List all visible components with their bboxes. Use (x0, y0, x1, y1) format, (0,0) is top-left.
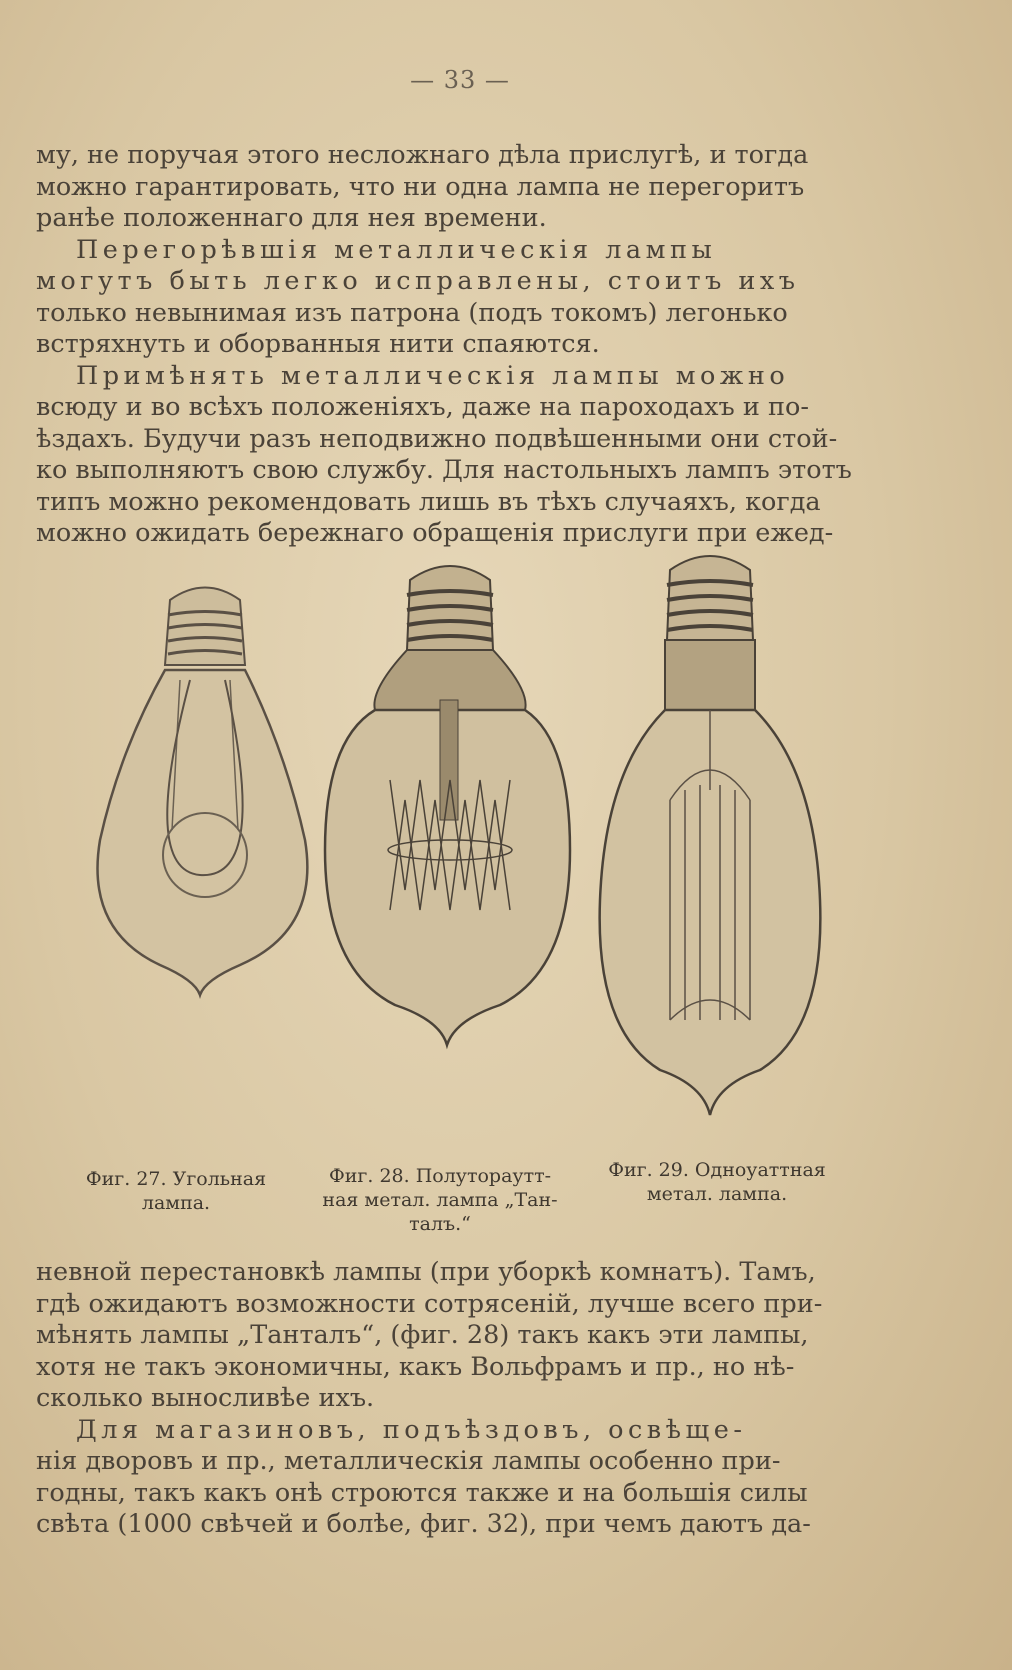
text-line: ко выполняютъ свою службу. Для настольныхъ лампъ этотъ (36, 455, 852, 485)
caption-line: метал. лампа. (646, 1183, 788, 1205)
caption-line: ная метал. лампа „Тан- (322, 1189, 558, 1211)
text-line-emphasis: могутъ быть легко исправлены, стоитъ ихъ (36, 266, 800, 296)
figure-27-caption (56, 1167, 296, 1215)
lamp-figures (60, 550, 860, 1150)
text-line: му, не поручая этого несложнаго дѣла прислугѣ, и тогда (36, 140, 809, 170)
text-line-emphasis: Перегорѣвшія металлическія лампы (76, 234, 717, 265)
text-line: можно гарантировать, что ни одна лампа не перегоритъ (36, 171, 805, 202)
text-line: ѣздахъ. Будучи разъ неподвижно подвѣшенными они стой- (36, 423, 838, 454)
text-line-emphasis: Примѣнять металлическія лампы можно (76, 360, 790, 391)
text-line-emphasis: Для магазиновъ, подъѣздовъ, освѣще- (76, 1414, 747, 1445)
text-line: мѣнять лампы „Танталъ“, (фиг. 28) такъ какъ эти лампы, (36, 1320, 809, 1350)
text-line: невной перестановкѣ лампы (при уборкѣ комнатъ). Тамъ, (36, 1257, 816, 1287)
text-block-bottom (36, 1257, 872, 1541)
caption-line: Фиг. 27. Угольная (85, 1168, 267, 1190)
caption-line: лампа. (141, 1192, 211, 1214)
text-line: всюду и во всѣхъ положеніяхъ, даже на пароходахъ и по- (36, 392, 809, 422)
text-line: только невынимая изъ патрона (подъ токомъ) легонько (36, 297, 788, 328)
text-line: сколько выносливѣе ихъ. (36, 1383, 375, 1413)
text-line: годны, такъ какъ онѣ строются также и на большія силы (36, 1477, 808, 1508)
text-line: можно ожидать бережнаго обращенія прислуги при ежед- (36, 518, 834, 548)
text-line: гдѣ ожидаютъ возможности сотрясеній, лучше всего при- (36, 1288, 823, 1319)
text-line: свѣта (1000 свѣчей и болѣе, фиг. 32), при чемъ даютъ да- (36, 1509, 811, 1539)
tantalum-lamp-illustration (315, 550, 585, 1080)
caption-line: Фиг. 29. Одноуаттная (608, 1159, 826, 1181)
text-line: встряхнуть и оборванныя нити спаяются. (36, 329, 600, 359)
text-line: хотя не такъ экономичны, какъ Вольфрамъ и пр., но нѣ- (36, 1351, 795, 1382)
page-number: — 33 — (410, 66, 510, 94)
caption-line: талъ.“ (409, 1213, 471, 1235)
figure-28-caption (305, 1164, 575, 1236)
metal-lamp-illustration (585, 540, 835, 1140)
text-line: типъ можно рекомендовать лишь въ тѣхъ случаяхъ, когда (36, 486, 821, 517)
caption-line: Фиг. 28. Полутораутт- (328, 1165, 552, 1187)
figure-29-caption (592, 1158, 842, 1206)
carbon-lamp-illustration (80, 570, 330, 1040)
text-block-top (36, 140, 872, 550)
text-line: ранѣе положеннаго для нея времени. (36, 203, 547, 233)
text-line: нія дворовъ и пр., металлическія лампы особенно при- (36, 1446, 781, 1476)
